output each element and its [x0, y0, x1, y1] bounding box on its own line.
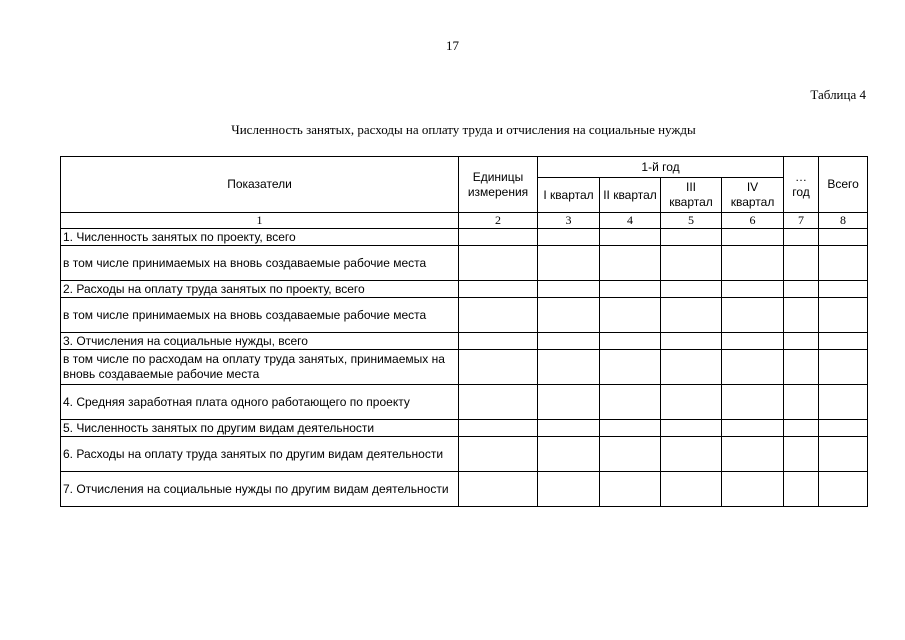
table-cell — [538, 385, 600, 420]
header-year-n: … год — [784, 157, 819, 213]
header-q4: IV квартал — [722, 178, 784, 213]
table-cell — [459, 298, 538, 333]
table-cell — [600, 246, 661, 281]
table-cell — [784, 472, 819, 507]
table-cell — [819, 246, 868, 281]
table-row — [61, 229, 868, 246]
table-cell — [600, 385, 661, 420]
table-cell — [600, 298, 661, 333]
table-cell — [722, 437, 784, 472]
indicators-table — [60, 156, 868, 507]
table-cell — [819, 350, 868, 385]
column-number: 2 — [459, 213, 538, 229]
table-cell — [661, 229, 722, 246]
row-label: 1. Численность занятых по проекту, всего — [61, 229, 459, 246]
table-cell — [538, 281, 600, 298]
table-cell — [538, 229, 600, 246]
table-cell — [661, 281, 722, 298]
table-cell — [661, 420, 722, 437]
table-row — [61, 420, 868, 437]
table-cell — [600, 333, 661, 350]
table-cell — [538, 350, 600, 385]
table-cell — [459, 229, 538, 246]
table-cell — [459, 472, 538, 507]
column-number: 3 — [538, 213, 600, 229]
column-number: 1 — [61, 213, 459, 229]
table-cell — [722, 472, 784, 507]
table-cell — [784, 385, 819, 420]
table-cell — [722, 333, 784, 350]
table-cell — [459, 350, 538, 385]
row-label: 2. Расходы на оплату труда занятых по проекту, всего — [61, 281, 459, 298]
page-number: 17 — [446, 38, 459, 53]
table-cell — [661, 385, 722, 420]
table-cell — [600, 472, 661, 507]
table-cell — [722, 298, 784, 333]
table-cell — [538, 437, 600, 472]
table-row — [61, 298, 868, 333]
column-number: 6 — [722, 213, 784, 229]
table-cell — [722, 420, 784, 437]
table-cell — [661, 472, 722, 507]
table-label: Таблица 4 — [810, 87, 866, 102]
table-cell — [538, 472, 600, 507]
row-label: 3. Отчисления на социальные нужды, всего — [61, 333, 459, 350]
table-cell — [661, 437, 722, 472]
table-cell — [661, 350, 722, 385]
table-cell — [600, 229, 661, 246]
row-label: в том числе принимаемых на вновь создаваемые рабочие места — [61, 246, 459, 281]
table-row — [61, 385, 868, 420]
table-cell — [600, 420, 661, 437]
table-cell — [722, 350, 784, 385]
table-cell — [661, 246, 722, 281]
table-cell — [722, 246, 784, 281]
table-cell — [459, 246, 538, 281]
table-cell — [819, 229, 868, 246]
table-cell — [459, 420, 538, 437]
table-row — [61, 246, 868, 281]
table-row — [61, 333, 868, 350]
table-cell — [600, 281, 661, 298]
table-cell — [538, 298, 600, 333]
table-cell — [784, 298, 819, 333]
table-cell — [459, 385, 538, 420]
table-cell — [722, 229, 784, 246]
table-cell — [784, 350, 819, 385]
table-cell — [819, 298, 868, 333]
table-cell — [819, 385, 868, 420]
table-cell — [600, 350, 661, 385]
table-row — [61, 281, 868, 298]
table-cell — [784, 333, 819, 350]
table-cell — [784, 420, 819, 437]
table-cell — [722, 385, 784, 420]
table-cell — [784, 229, 819, 246]
column-number: 7 — [784, 213, 819, 229]
row-label: 6. Расходы на оплату труда занятых по другим видам деятельности — [61, 437, 459, 472]
table-cell — [784, 281, 819, 298]
table-cell — [538, 333, 600, 350]
header-indicators: Показатели — [61, 157, 459, 213]
table-cell — [661, 298, 722, 333]
table-cell — [819, 472, 868, 507]
table-cell — [819, 281, 868, 298]
table-cell — [819, 420, 868, 437]
row-label: в том числе по расходам на оплату труда занятых, принимаемых на вновь создаваемые рабочие места — [61, 350, 459, 385]
header-q1: I квартал — [538, 178, 600, 213]
table-row — [61, 472, 868, 507]
table-cell — [784, 246, 819, 281]
table-cell — [538, 246, 600, 281]
row-label: 5. Численность занятых по другим видам деятельности — [61, 420, 459, 437]
table-cell — [459, 333, 538, 350]
table-row — [61, 350, 868, 385]
table-cell — [819, 333, 868, 350]
row-label: 7. Отчисления на социальные нужды по другим видам деятельности — [61, 472, 459, 507]
table-cell — [819, 437, 868, 472]
table-row — [61, 437, 868, 472]
table-cell — [784, 437, 819, 472]
table-cell — [538, 420, 600, 437]
table-cell — [722, 281, 784, 298]
column-number: 5 — [661, 213, 722, 229]
column-number: 8 — [819, 213, 868, 229]
table-cell — [600, 437, 661, 472]
row-label: 4. Средняя заработная плата одного работающего по проекту — [61, 385, 459, 420]
header-total: Всего — [819, 157, 868, 213]
header-q2: II квартал — [600, 178, 661, 213]
column-number: 4 — [600, 213, 661, 229]
header-units: Единицы измерения — [459, 157, 538, 213]
table-cell — [661, 333, 722, 350]
table-title: Численность занятых, расходы на оплату труда и отчисления на социальные нужды — [231, 122, 696, 137]
table-cell — [459, 437, 538, 472]
table-cell — [459, 281, 538, 298]
row-label: в том числе принимаемых на вновь создаваемые рабочие места — [61, 298, 459, 333]
header-year1: 1-й год — [538, 157, 784, 178]
header-q3: III квартал — [661, 178, 722, 213]
